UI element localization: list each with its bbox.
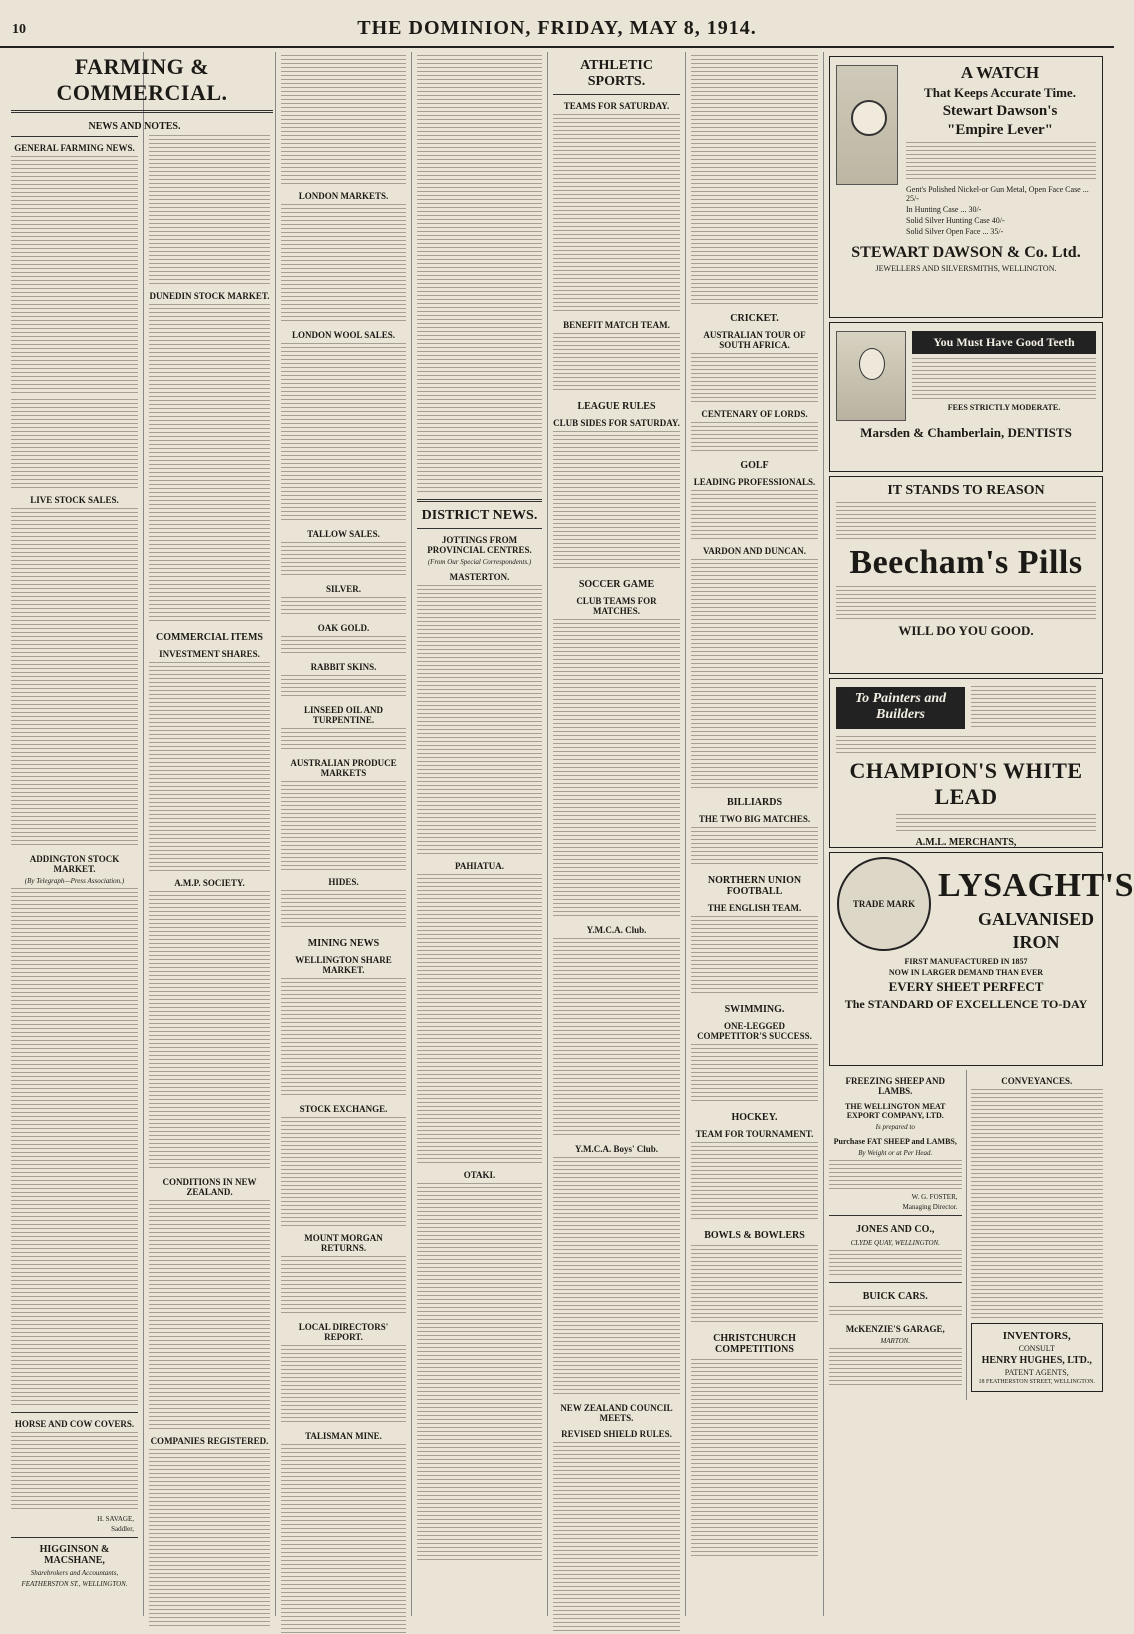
article-body-text bbox=[417, 585, 542, 855]
heading-wellington-share: WELLINGTON SHARE MARKET. bbox=[295, 955, 392, 975]
ad-body-text bbox=[906, 142, 1096, 182]
ad-meat-manager: W. G. FOSTER, bbox=[911, 1193, 958, 1201]
heading-addington: ADDINGTON STOCK MARKET. bbox=[29, 854, 120, 874]
advertiser-name: H. SAVAGE, bbox=[97, 1515, 134, 1523]
heading-commercial-items: COMMERCIAL ITEMS bbox=[156, 632, 263, 643]
article-body-text bbox=[553, 431, 680, 571]
ad-brand-dentists: Marsden & Chamberlain, DENTISTS bbox=[860, 425, 1072, 440]
divider bbox=[829, 1282, 962, 1283]
classified-ads-text bbox=[971, 1089, 1104, 1319]
section-title-athletic: ATHLETIC SPORTS. bbox=[580, 58, 653, 89]
heading-investment-shares: INVESTMENT SHARES. bbox=[159, 649, 260, 659]
divider bbox=[11, 1412, 138, 1413]
ad-meat-prepared: Is prepared to bbox=[875, 1123, 915, 1131]
heading-rabbit-skins: RABBIT SKINS. bbox=[310, 662, 377, 672]
article-body-text bbox=[691, 916, 818, 996]
share-price-table bbox=[149, 662, 270, 872]
heading-cricket: CRICKET. bbox=[730, 313, 779, 324]
column-7-advertisements bbox=[824, 52, 1134, 1616]
subheading-press-association: (By Telegraph—Press Association.) bbox=[24, 877, 125, 885]
ad-jones-address: CLYDE QUAY, WELLINGTON. bbox=[850, 1239, 940, 1247]
article-body-text bbox=[149, 1200, 270, 1430]
ad-iron-sub1: GALVANISED bbox=[977, 909, 1095, 929]
article-body-text bbox=[691, 1245, 818, 1325]
ad-body-text bbox=[971, 686, 1096, 730]
heading-swimming: SWIMMING. bbox=[724, 1004, 785, 1015]
ad-paint-agent: A.M.L. MERCHANTS, bbox=[915, 837, 1017, 848]
column-3 bbox=[276, 52, 412, 1616]
heading-hockey: HOCKEY. bbox=[731, 1112, 778, 1123]
ad-watch-price: Solid Silver Open Face ... 35/- bbox=[906, 227, 1004, 236]
heading-team-tournament: TEAM FOR TOURNAMENT. bbox=[695, 1129, 814, 1139]
column-4 bbox=[412, 52, 548, 1616]
seal-label: TRADE MARK bbox=[852, 899, 916, 909]
ad-body-text bbox=[836, 502, 1096, 540]
heading-centenary-lords: CENTENARY OF LORDS. bbox=[701, 409, 808, 419]
advertiser-higginson-address: FEATHERSTON ST., WELLINGTON. bbox=[21, 1580, 128, 1588]
ad-iron-sub2: IRON bbox=[1012, 932, 1060, 952]
ad-body-text bbox=[836, 736, 1096, 754]
article-body-text bbox=[281, 675, 406, 699]
columns bbox=[6, 52, 1134, 1616]
ad-meat-manager-title: Managing Director. bbox=[902, 1203, 958, 1211]
advertiser-higginson-tag: Sharebrokers and Accountants, bbox=[30, 1569, 119, 1577]
ad-watch-line2: That Keeps Accurate Time. bbox=[924, 85, 1076, 100]
heading-northern-union: NORTHERN UNION FOOTBALL bbox=[707, 875, 802, 897]
heading-league-rules: LEAGUE RULES bbox=[577, 401, 656, 412]
heading-benefit-match: BENEFIT MATCH TEAM. bbox=[563, 320, 670, 330]
heading-club-sides: CLUB SIDES FOR SATURDAY. bbox=[553, 418, 680, 428]
heading-news-notes: NEWS AND NOTES. bbox=[88, 121, 181, 132]
subheading-correspondents: (From Our Special Correspondents.) bbox=[427, 558, 532, 566]
heading-christchurch: CHRISTCHURCH COMPETITIONS bbox=[713, 1333, 796, 1355]
heading-freezing: FREEZING SHEEP AND LAMBS. bbox=[845, 1076, 946, 1096]
heading-club-teams: CLUB TEAMS FOR MATCHES. bbox=[576, 596, 657, 616]
ad-inventors-line2: CONSULT bbox=[1018, 1344, 1055, 1353]
heading-oak-gold: OAK GOLD. bbox=[317, 623, 370, 633]
ad-watch-price: Gent's Polished Nickel-or Gun Metal, Open Face Case ... 25/- bbox=[906, 185, 1089, 203]
heading-jottings: JOTTINGS FROM PROVINCIAL CENTRES. bbox=[427, 535, 532, 555]
ad-marsden-chamberlain bbox=[829, 322, 1103, 472]
heading-companies-registered: COMPANIES REGISTERED. bbox=[150, 1436, 269, 1446]
heading-london-markets: LONDON MARKETS. bbox=[298, 191, 389, 201]
share-price-table bbox=[281, 978, 406, 1098]
advertiser-title: Saddler, bbox=[111, 1525, 134, 1533]
heading-general-farming: GENERAL FARMING NEWS. bbox=[14, 143, 135, 153]
article-body-text bbox=[691, 1359, 818, 1559]
heading-horse-cow-covers: HORSE AND COW COVERS. bbox=[14, 1419, 135, 1429]
article-body-text bbox=[149, 1449, 270, 1629]
heading-tallow-sales: TALLOW SALES. bbox=[307, 529, 380, 539]
article-body-text bbox=[281, 636, 406, 656]
clock-tower-illustration bbox=[836, 65, 898, 185]
article-body-text bbox=[281, 890, 406, 930]
article-body-text bbox=[281, 343, 406, 523]
heading-ymca-boys: Y.M.C.A. Boys' Club. bbox=[575, 1144, 658, 1154]
newspaper-title: THE DOMINION, FRIDAY, MAY 8, 1914. bbox=[357, 17, 757, 39]
ad-inventors-line5: 18 FEATHERSTON STREET, WELLINGTON. bbox=[978, 1379, 1095, 1385]
ad-mckenzie-garage: McKENZIE'S GARAGE, bbox=[845, 1324, 945, 1334]
heading-nz-council: NEW ZEALAND COUNCIL MEETS. bbox=[560, 1403, 673, 1423]
heading-english-team: THE ENGLISH TEAM. bbox=[707, 903, 802, 913]
heading-pahiatua: PAHIATUA. bbox=[455, 861, 504, 871]
article-body-text bbox=[553, 938, 680, 1138]
page-number: 10 bbox=[12, 22, 26, 37]
section-title-farming: FARMING & COMMERCIAL. bbox=[56, 54, 228, 105]
article-body-text bbox=[691, 1044, 818, 1104]
heading-leading-professionals: LEADING PROFESSIONALS. bbox=[693, 477, 816, 487]
ad-mckenzie-location: MARTON. bbox=[880, 1337, 911, 1345]
ad-body-text bbox=[829, 1348, 962, 1388]
heading-london-wool: LONDON WOOL SALES. bbox=[291, 330, 396, 340]
column-5 bbox=[548, 52, 686, 1616]
ad-paint-headline: To Painters and Builders bbox=[836, 687, 965, 729]
column-6 bbox=[686, 52, 824, 1616]
ad-teeth-fees: FEES STRICTLY MODERATE. bbox=[947, 403, 1061, 412]
ad-iron-perfect: EVERY SHEET PERFECT bbox=[888, 979, 1044, 994]
article-body-text bbox=[281, 542, 406, 578]
divider bbox=[553, 94, 680, 95]
ad-lysaghts-iron bbox=[829, 852, 1134, 1066]
article-body-text bbox=[281, 55, 406, 185]
ad-inventors-line1: INVENTORS, bbox=[1002, 1330, 1071, 1342]
ad-body-text bbox=[829, 1306, 962, 1318]
ad-body-text bbox=[829, 1250, 962, 1278]
ad-inventors-line4: PATENT AGENTS, bbox=[1004, 1368, 1069, 1377]
heading-ymca-club: Y.M.C.A. Club. bbox=[586, 925, 647, 935]
heading-billiards: BILLIARDS bbox=[726, 797, 783, 808]
article-body-text bbox=[553, 619, 680, 919]
article-body-text bbox=[691, 1142, 818, 1222]
advertiser-higginson: HIGGINSON & MACSHANE, bbox=[39, 1544, 110, 1566]
article-body-text bbox=[691, 422, 818, 452]
heading-dunedin-stock: DUNEDIN STOCK MARKET. bbox=[149, 291, 270, 301]
article-body-text bbox=[11, 156, 138, 396]
ad-meat-company: THE WELLINGTON MEAT EXPORT COMPANY, LTD. bbox=[845, 1102, 946, 1120]
ad-teeth-headline: You Must Have Good Teeth bbox=[912, 331, 1096, 354]
ad-watch-price: Solid Silver Hunting Case 40/- bbox=[906, 216, 1005, 225]
divider bbox=[829, 1215, 962, 1216]
heading-soccer: SOCCER GAME bbox=[578, 579, 655, 590]
ad-watch-price: In Hunting Case ... 30/- bbox=[906, 205, 982, 214]
heading-mount-morgan: MOUNT MORGAN RETURNS. bbox=[304, 1233, 383, 1253]
ad-brand-stewart-dawson: STEWART DAWSON & Co. Ltd. bbox=[851, 244, 1081, 261]
ad-body-text bbox=[896, 814, 1096, 834]
heading-revised-shield: REVISED SHIELD RULES. bbox=[561, 1429, 672, 1439]
ad-brand-champions: CHAMPION'S WHITE LEAD bbox=[849, 758, 1083, 809]
ad-body-text bbox=[912, 358, 1096, 400]
ad-brand-beechams: Beecham's Pills bbox=[849, 544, 1083, 581]
divider bbox=[11, 1537, 138, 1538]
ad-stewart-dawson bbox=[829, 56, 1103, 318]
ad-inventors bbox=[971, 1323, 1104, 1392]
article-body-text bbox=[417, 874, 542, 1164]
article-body-text bbox=[691, 353, 818, 403]
column-2 bbox=[144, 52, 276, 1616]
trade-mark-seal bbox=[837, 857, 931, 951]
heading-livestock-sales: LIVE STOCK SALES. bbox=[30, 495, 119, 505]
heading-linseed: LINSEED OIL AND TURPENTINE. bbox=[303, 705, 384, 725]
article-body-text bbox=[149, 891, 270, 1171]
heading-amp-society: A.M.P. SOCIETY. bbox=[174, 878, 245, 888]
ad-buick-cars: BUICK CARS. bbox=[862, 1291, 928, 1302]
article-body-text bbox=[11, 1432, 138, 1512]
ad-beechams-pills bbox=[829, 476, 1103, 674]
article-body-text bbox=[149, 135, 270, 285]
heading-talisman: TALISMAN MINE. bbox=[305, 1431, 382, 1441]
ad-champions-white-lead bbox=[829, 678, 1103, 848]
ad-iron-now: NOW IN LARGER DEMAND THAN EVER bbox=[888, 968, 1044, 977]
ad-meat-purchase: Purchase FAT SHEEP and LAMBS, bbox=[833, 1137, 957, 1146]
article-body-text bbox=[11, 399, 138, 489]
article-body-text bbox=[281, 1444, 406, 1634]
article-body-text bbox=[691, 559, 818, 789]
heading-stock-exchange: STOCK EXCHANGE. bbox=[299, 1104, 388, 1114]
article-body-text bbox=[691, 490, 818, 540]
heading-one-legged: ONE-LEGGED COMPETITOR'S SUCCESS. bbox=[697, 1021, 812, 1041]
divider bbox=[417, 528, 542, 529]
heading-golf: GOLF bbox=[740, 460, 769, 471]
ad-body-text bbox=[829, 1160, 962, 1190]
heading-australian-produce: AUSTRALIAN PRODUCE MARKETS bbox=[290, 758, 397, 778]
masthead bbox=[0, 0, 1114, 48]
ad-inventors-line3: HENRY HUGHES, LTD., bbox=[981, 1355, 1092, 1366]
article-body-text bbox=[553, 114, 680, 314]
article-body-text bbox=[417, 1183, 542, 1563]
heading-local-directors: LOCAL DIRECTORS' REPORT. bbox=[298, 1322, 389, 1342]
ad-watch-line3: Stewart Dawson's bbox=[942, 103, 1058, 119]
article-body-text bbox=[281, 728, 406, 752]
article-body-text bbox=[11, 888, 138, 1408]
heading-masterton: MASTERTON. bbox=[449, 572, 510, 582]
heading-vardon-duncan: VARDON AND DUNCAN. bbox=[702, 546, 807, 556]
heading-australian-tour: AUSTRALIAN TOUR OF SOUTH AFRICA. bbox=[703, 330, 806, 350]
article-body-text bbox=[281, 597, 406, 617]
ad-pills-headline: IT STANDS TO REASON bbox=[887, 483, 1045, 498]
heading-bowls: BOWLS & BOWLERS bbox=[704, 1230, 805, 1241]
article-body-text bbox=[281, 1345, 406, 1425]
ad-meat-weight: By Weight or at Per Head. bbox=[858, 1149, 933, 1157]
article-body-text bbox=[281, 781, 406, 871]
ad-jones-and-co: JONES AND CO., bbox=[856, 1224, 935, 1235]
ad-body-text bbox=[836, 586, 1096, 620]
heading-conditions-nz: CONDITIONS IN NEW ZEALAND. bbox=[162, 1177, 257, 1197]
heading-hides: HIDES. bbox=[328, 877, 359, 887]
article-body-text bbox=[281, 204, 406, 324]
section-title-district-news: DISTRICT NEWS. bbox=[421, 508, 538, 523]
article-body-text bbox=[281, 1256, 406, 1316]
ad-iron-standard: The STANDARD OF EXCELLENCE TO-DAY bbox=[844, 997, 1088, 1011]
heading-silver: SILVER. bbox=[326, 584, 361, 594]
ad-watch-tagline: JEWELLERS AND SILVERSMITHS, WELLINGTON. bbox=[875, 264, 1057, 273]
article-body-text bbox=[553, 1157, 680, 1397]
divider bbox=[11, 136, 138, 137]
article-body-text bbox=[691, 55, 818, 305]
heading-teams-saturday: TEAMS FOR SATURDAY. bbox=[563, 101, 670, 111]
ad-watch-line4: "Empire Lever" bbox=[947, 122, 1053, 138]
lady-portrait-illustration bbox=[836, 331, 906, 421]
divider bbox=[417, 499, 542, 502]
article-body-text bbox=[553, 333, 680, 393]
ad-brand-lysaght: LYSAGHT'S bbox=[938, 867, 1134, 904]
article-body-text bbox=[553, 1442, 680, 1632]
heading-otaki: OTAKI. bbox=[463, 1170, 496, 1180]
ad-iron-first: FIRST MANUFACTURED IN 1857 bbox=[904, 957, 1028, 966]
article-body-text bbox=[11, 508, 138, 848]
heading-big-matches: THE TWO BIG MATCHES. bbox=[698, 814, 811, 824]
heading-mining-news: MINING NEWS bbox=[307, 938, 380, 949]
article-body-text bbox=[417, 55, 542, 495]
article-body-text bbox=[281, 1117, 406, 1227]
ad-pills-tagline: WILL DO YOU GOOD. bbox=[898, 623, 1034, 638]
heading-conveyances: CONVEYANCES. bbox=[1001, 1076, 1073, 1086]
ad-watch-headline: A WATCH bbox=[960, 63, 1040, 82]
article-body-text bbox=[149, 304, 270, 624]
article-body-text bbox=[691, 827, 818, 867]
